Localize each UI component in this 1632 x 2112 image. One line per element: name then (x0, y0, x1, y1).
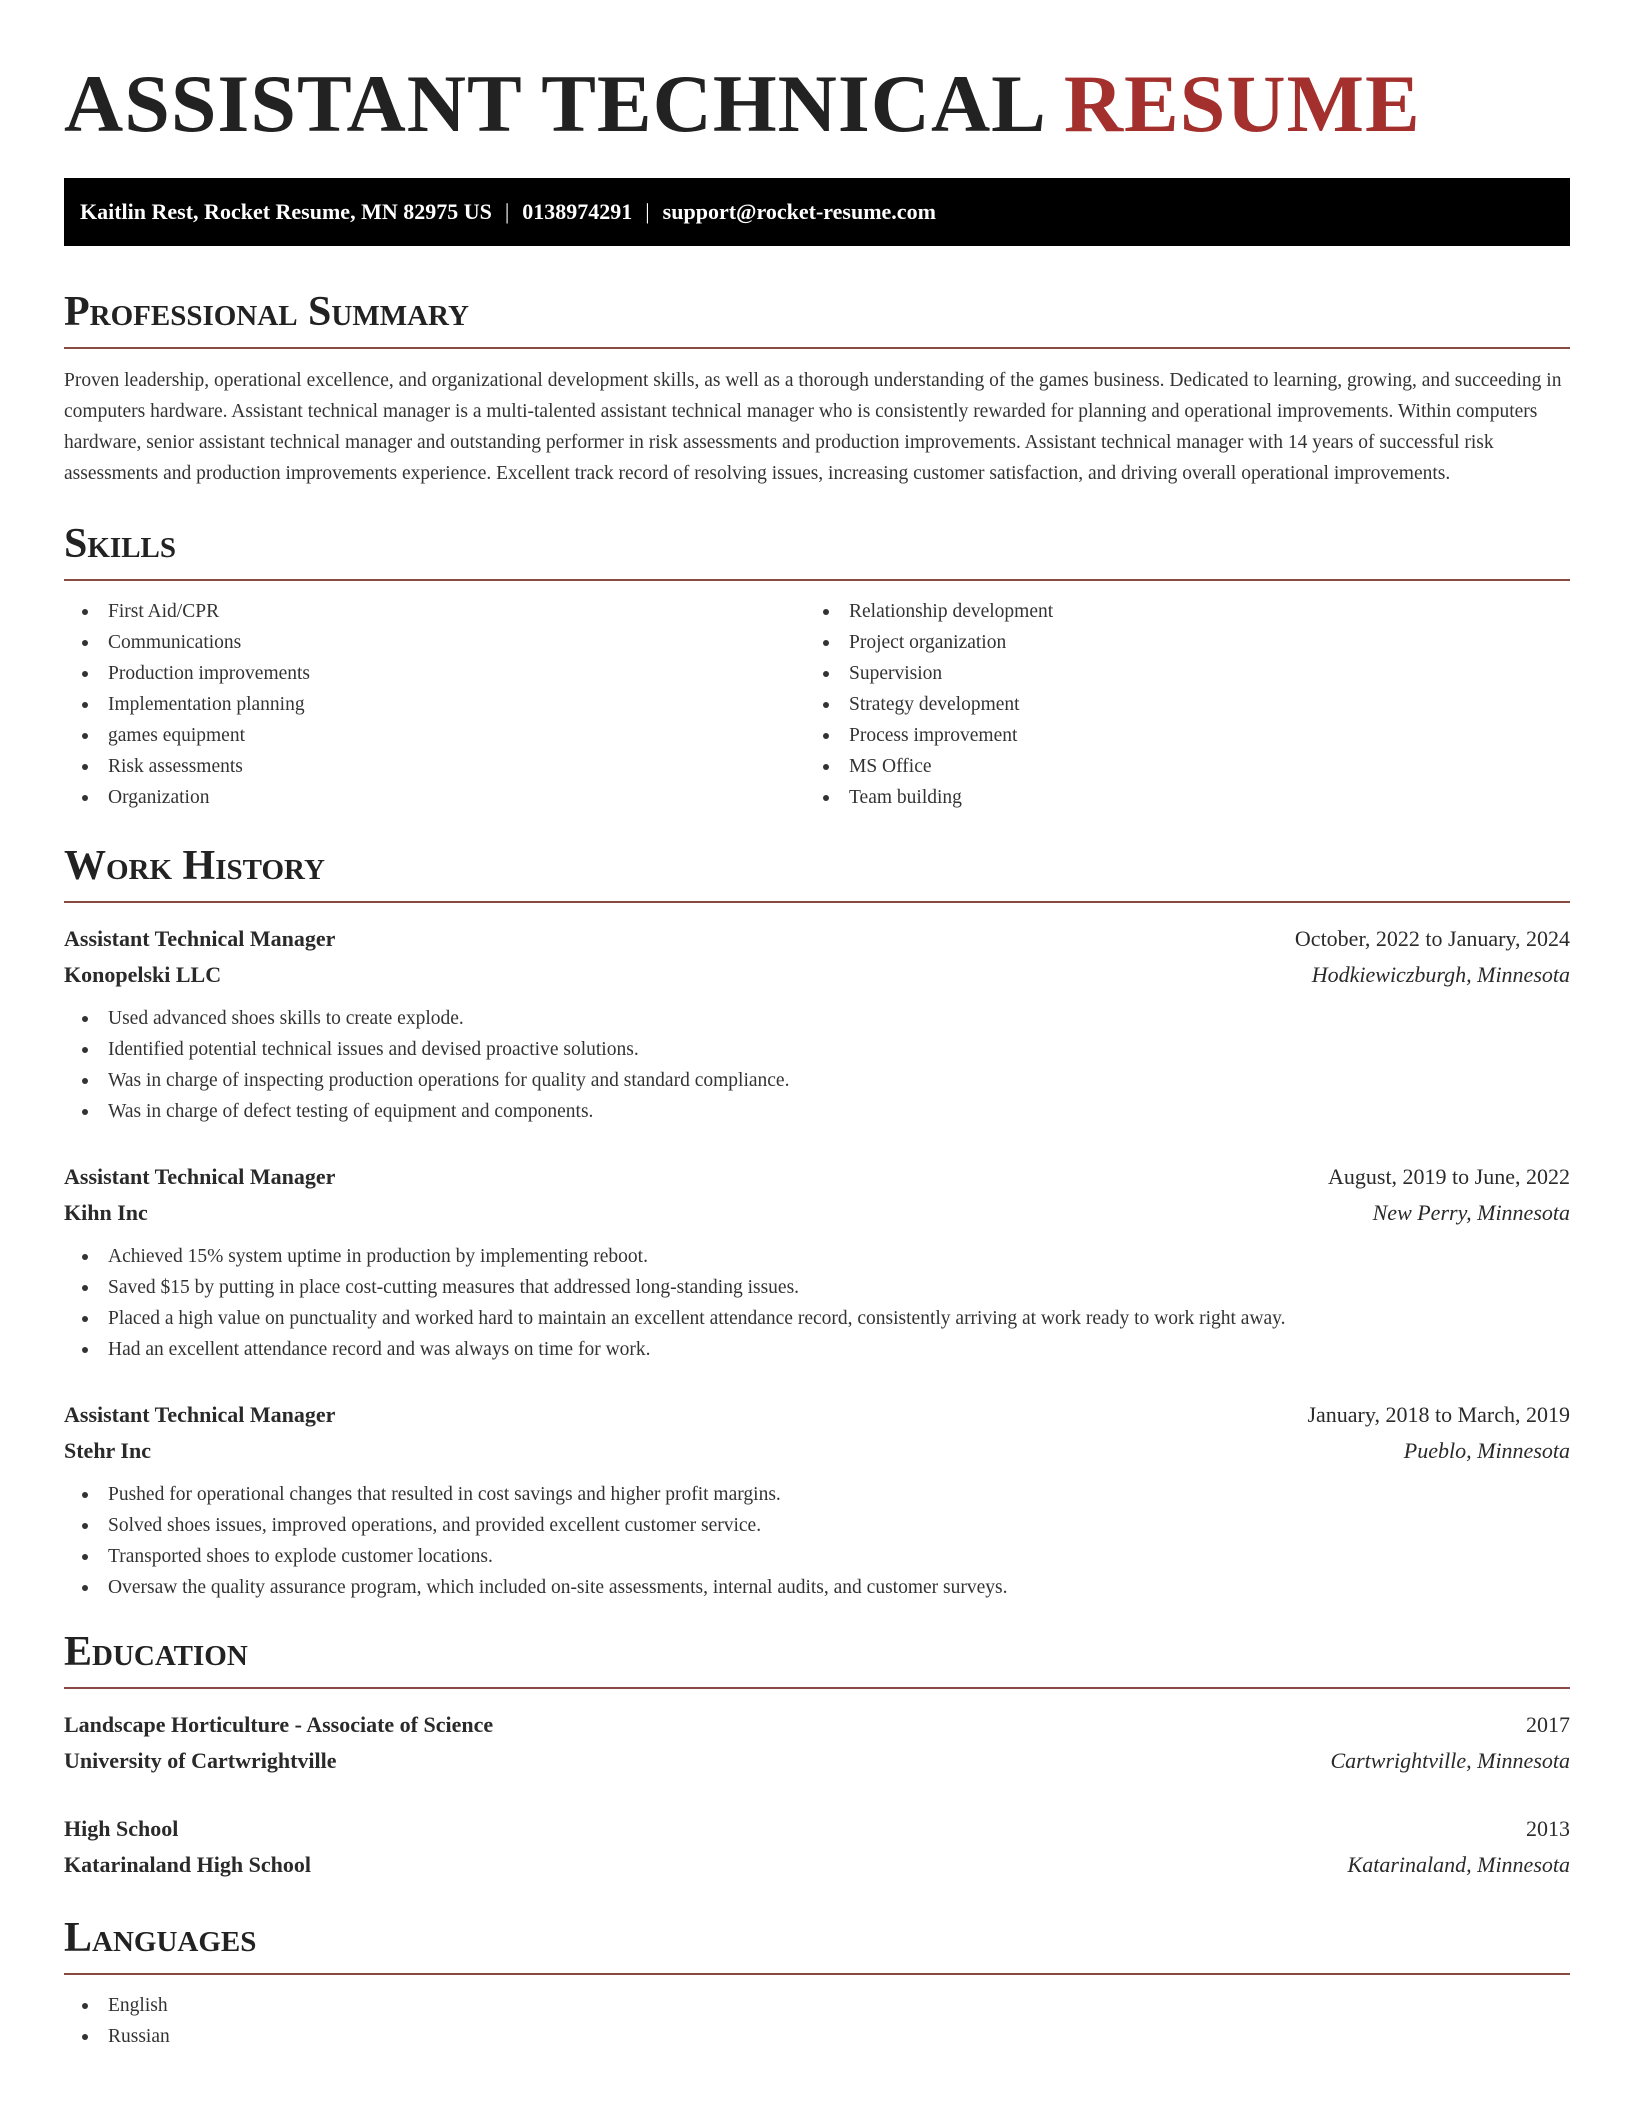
resume-page (64, 0, 1570, 2052)
skill-item: Project organization (805, 627, 1546, 658)
job-location: Pueblo, Minnesota (1403, 1438, 1570, 1463)
skill-item: Team building (805, 782, 1546, 813)
job-location: New Perry, Minnesota (1372, 1200, 1570, 1225)
education-degree: High School (64, 1816, 179, 1841)
skill-item: MS Office (805, 751, 1546, 782)
education-entry (64, 1707, 1570, 1779)
skill-item: Supervision (805, 658, 1546, 689)
education-location: Cartwrightville, Minnesota (1330, 1748, 1570, 1773)
job-duties (64, 1479, 1570, 1603)
language-item: English (64, 1990, 1570, 2021)
job-dates: August, 2019 to June, 2022 (1328, 1164, 1570, 1189)
contact-separator: | (645, 199, 650, 224)
section-heading-skills: Skills (64, 519, 1570, 581)
contact-phone[interactable]: 0138974291 (522, 199, 633, 224)
contact-bar (64, 178, 1570, 246)
job-duty: Pushed for operational changes that resulted in cost savings and higher profit margins. (64, 1479, 1570, 1510)
job-company: Kihn Inc (64, 1200, 148, 1225)
job-company: Konopelski LLC (64, 962, 222, 987)
contact-separator: | (504, 199, 510, 224)
skill-item: Process improvement (805, 720, 1546, 751)
job-title: Assistant Technical Manager (64, 926, 336, 951)
skill-item: Implementation planning (64, 689, 805, 720)
skill-item: games equipment (64, 720, 805, 751)
education-school: Katarinaland High School (64, 1852, 311, 1877)
job-duties (64, 1003, 1570, 1127)
section-heading-work: Work History (64, 841, 1570, 903)
skill-item: Organization (64, 782, 805, 813)
section-heading-summary: Professional Summary (64, 287, 1570, 349)
contact-address: Kaitlin Rest, Rocket Resume, MN 82975 US (80, 199, 492, 224)
job-title: Assistant Technical Manager (64, 1164, 336, 1189)
skill-item: Production improvements (64, 658, 805, 689)
job-dates: October, 2022 to January, 2024 (1294, 926, 1570, 951)
skill-item: Relationship development (805, 596, 1546, 627)
education-year: 2013 (1526, 1816, 1570, 1841)
job-dates: January, 2018 to March, 2019 (1307, 1402, 1570, 1427)
summary-text: Proven leadership, operational excellence, and organizational development skills, as well as a thorough understanding of the games business. Dedicated to learning, growing, and succeeding in computers hardware. Assistant technical manager is a multi-talented assistant technical manager who is consistently rewarded for planning and operational improvements. Within computers hardware, senior assistant technical manager and outstanding performer in risk assessments and production improvements. Assistant technical manager with 14 years of successful risk assessments and production improvements experience. Excellent track record of resolving issues, increasing customer satisfaction, and driving overall operational improvements. (64, 370, 1562, 484)
education-school: University of Cartwrightville (64, 1748, 337, 1773)
skills-list (64, 596, 1570, 813)
job-duty: Oversaw the quality assurance program, which included on-site assessments, internal audits, and customer surveys. (64, 1572, 1570, 1603)
languages-list (64, 1990, 1570, 2052)
job-entry (64, 1397, 1570, 1603)
education-location: Katarinaland, Minnesota (1347, 1852, 1570, 1877)
job-company: Stehr Inc (64, 1438, 151, 1463)
title-main: ASSISTANT TECHNICAL (64, 58, 1043, 149)
section-heading-education: Education (64, 1627, 1570, 1689)
job-location: Hodkiewiczburgh, Minnesota (1311, 962, 1570, 987)
skills-column-right (805, 596, 1546, 813)
job-title: Assistant Technical Manager (64, 1402, 336, 1427)
job-duty: Had an excellent attendance record and was always on time for work. (64, 1334, 1570, 1365)
job-duty: Was in charge of inspecting production operations for quality and standard compliance. (64, 1065, 1570, 1096)
job-duty: Used advanced shoes skills to create explode. (64, 1003, 1570, 1034)
title-accent: RESUME (1063, 58, 1421, 149)
job-entry (64, 1159, 1570, 1365)
skill-item: First Aid/CPR (64, 596, 805, 627)
job-duty: Identified potential technical issues and devised proactive solutions. (64, 1034, 1570, 1065)
section-heading-languages: Languages (64, 1913, 1570, 1975)
skill-item: Strategy development (805, 689, 1546, 720)
job-duty: Saved $15 by putting in place cost-cutting measures that addressed long-standing issues. (64, 1272, 1570, 1303)
resume-title (64, 56, 1570, 152)
job-duties (64, 1241, 1570, 1365)
education-degree: Landscape Horticulture - Associate of Science (64, 1712, 494, 1737)
education-year: 2017 (1526, 1712, 1570, 1737)
job-entry (64, 921, 1570, 1127)
skills-column-left (64, 596, 805, 813)
education-entry (64, 1811, 1570, 1883)
job-duty: Transported shoes to explode customer locations. (64, 1541, 1570, 1572)
contact-email[interactable]: support@rocket-resume.com (662, 199, 936, 224)
language-item: Russian (64, 2021, 1570, 2052)
job-duty: Achieved 15% system uptime in production by implementing reboot. (64, 1241, 1570, 1272)
skill-item: Risk assessments (64, 751, 805, 782)
job-duty: Solved shoes issues, improved operations, and provided excellent customer service. (64, 1510, 1570, 1541)
job-duty: Was in charge of defect testing of equipment and components. (64, 1096, 1570, 1127)
job-duty: Placed a high value on punctuality and worked hard to maintain an excellent attendance record, consistently arriving at work ready to work right away. (64, 1303, 1570, 1334)
skill-item: Communications (64, 627, 805, 658)
